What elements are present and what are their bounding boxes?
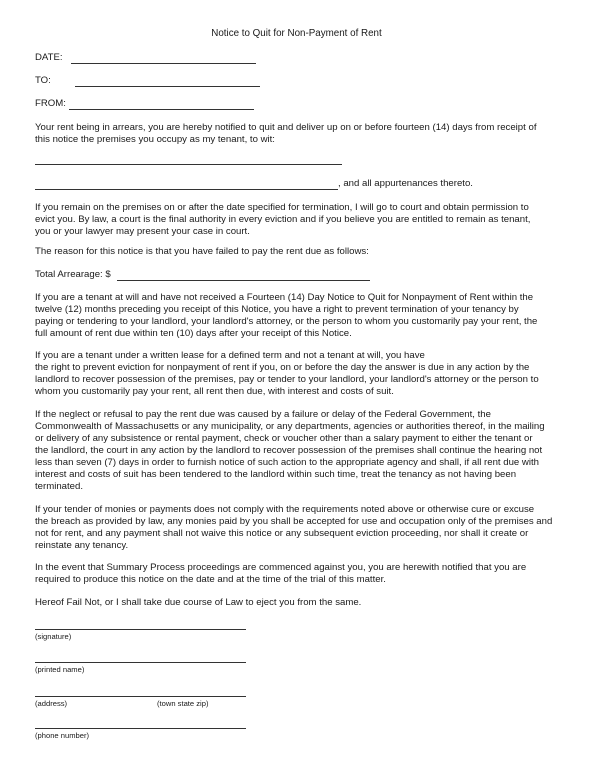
para5-line: If you are a tenant under a written lease for a defined term and not a tenant at will, you have — [35, 350, 425, 361]
para6-line: Commonwealth of Massachusetts or any municipality, or any departments, agencies or authorities thereof, in the mailing — [35, 421, 545, 432]
arrearage-label: Total Arrearage: $ — [35, 269, 111, 280]
para6-line: If the neglect or refusal to pay the rent due was caused by a failure or delay of the Federal Government, the — [35, 409, 491, 420]
phone-number-line[interactable] — [35, 728, 246, 729]
premises-line-1[interactable] — [35, 164, 342, 165]
para1-line: this notice the premises you occupy as my tenant, to wit: — [35, 134, 275, 145]
signature-line[interactable] — [35, 629, 246, 630]
para6-line: the landlord, the court in any action by the landlord to recover possession of the premises shall continue the hearing not — [35, 445, 543, 456]
para2-line: If you remain on the premises on or after the date specified for termination, I will go to court and obtain permission to — [35, 202, 529, 213]
para2-line: evict you. By law, a court is the final authority in every eviction and if you believe you are entitled to remain as tenant, — [35, 214, 531, 225]
arrearage-field-line[interactable] — [117, 280, 370, 281]
town-state-zip-label: (town state zip) — [157, 699, 209, 708]
date-label: DATE: — [35, 52, 63, 63]
para5-line: the right to prevent eviction for nonpayment of rent if you, on or before the day the answer is due in any action by the — [35, 362, 530, 373]
appurtenances-text: , and all appurtenances thereto. — [338, 178, 473, 189]
para6-line: interest and costs of suit has been tendered to the landlord within such time, treat the tenancy as not having been — [35, 469, 517, 480]
document-title: Notice to Quit for Non-Payment of Rent — [211, 28, 382, 39]
para4-line: paying or tendering to your landlord, your landlord's attorney, or the person to whom you customarily pay your rent, the — [35, 316, 538, 327]
para6-line: or delivery of any subsistence or rental payment, check or voucher other than a salary payment to either the tenant or — [35, 433, 533, 444]
para6-line: terminated. — [35, 481, 83, 492]
from-label: FROM: — [35, 98, 66, 109]
reason-text: The reason for this notice is that you have failed to pay the rent due as follows: — [35, 246, 369, 257]
from-field-line[interactable] — [69, 109, 254, 110]
printed-name-label: (printed name) — [35, 665, 85, 674]
para8-line: In the event that Summary Process proceedings are commenced against you, you are herewith notified that you are — [35, 562, 527, 573]
to-label: TO: — [35, 75, 51, 86]
para7-line: reinstate any tenancy. — [35, 540, 129, 551]
para7-line: not for rent, and any payment shall not waive this notice or any subsequent eviction proceeding, nor shall it create or — [35, 528, 529, 539]
premises-line-2[interactable] — [35, 189, 338, 190]
para4-line: full amount of rent due within ten (10) days after your receipt of this Notice. — [35, 328, 352, 339]
para5-line: landlord to recover possession of the premises, pay or tender to your landlord, your landlord's attorney or the person to — [35, 374, 539, 385]
para4-line: If you are a tenant at will and have not received a Fourteen (14) Day Notice to Quit for Nonpayment of Rent within the — [35, 292, 534, 303]
para5-line: whom you customarily pay your rent, all rent then due, with interest and costs of suit. — [35, 386, 394, 397]
printed-name-line[interactable] — [35, 662, 246, 663]
para1-line: Your rent being in arrears, you are hereby notified to quit and deliver up on or before fourteen (14) days from receipt of — [35, 122, 537, 133]
para2-line: you or your lawyer may present your case in court. — [35, 226, 250, 237]
address-label: (address) — [35, 699, 68, 708]
para6-line: less than seven (7) days in order to furnish notice of such action to the appropriate agency and shall, if all rent due with — [35, 457, 539, 468]
closing-text: Hereof Fail Not, or I shall take due course of Law to eject you from the same. — [35, 597, 362, 608]
date-field-line[interactable] — [71, 63, 256, 64]
to-field-line[interactable] — [75, 86, 260, 87]
address-line[interactable] — [35, 696, 246, 697]
para7-line: If your tender of monies or payments does not comply with the requirements noted above or otherwise cure or excuse — [35, 504, 535, 515]
phone-number-label: (phone number) — [35, 731, 90, 740]
para8-line: required to produce this notice on the date and at the time of the trial of this matter. — [35, 574, 386, 585]
signature-label: (signature) — [35, 632, 72, 641]
para4-line: twelve (12) months preceding you receipt of this Notice, you have a right to prevent termination of your tenancy by — [35, 304, 519, 315]
para7-line: the breach as provided by law, any monies paid by you shall be accepted for use and occupation only of the premises and — [35, 516, 553, 527]
